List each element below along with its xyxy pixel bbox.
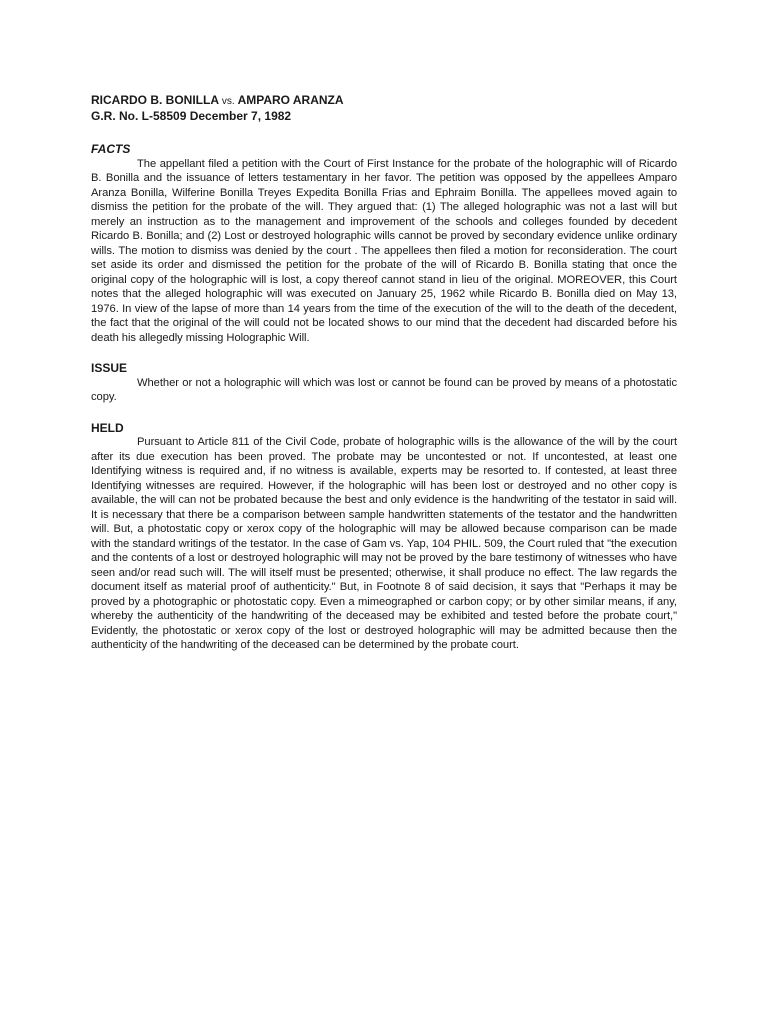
versus-label: vs. <box>221 96 235 107</box>
facts-paragraph: The appellant filed a petition with the Court of First Instance for the probate of the holographic will of Ricardo B. Bonilla and the issuance of letters testamentary in her favor. The petition was opposed by the appellees Amparo Aranza Bonilla, Wilferine Bonilla Treyes Expedita Bonilla Frias and Ephraim Bonilla. The appellees moved again to dismiss the petition for the probate of the will. They argued that: (1) The alleged holographic was not a last will but merely an instruction as to the management and improvement of the schools and colleges founded by decedent Ricardo B. Bonilla; and (2) Lost or destroyed holographic wills cannot be proved by secondary evidence unlike ordinary wills. The motion to dismiss was denied by the court . The appellees then filed a motion for reconsideration. The court set aside its order and dismissed the petition for the probate of the will of Ricardo B. Bonilla stating that once the original copy of the holographic will is lost, a copy thereof cannot stand in lieu of the original. MOREOVER, this Court notes that the alleged holographic will was executed on January 25, 1962 while Ricardo B. Bonilla died on May 13, 1976. In view of the lapse of more than 14 years from the time of the execution of the will to the death of the decedent, the fact that the original of the will could not be located shows to our mind that the decedent had discarded before his death his allegedly missing Holographic Will. <box>91 157 677 344</box>
case-title <box>91 93 677 109</box>
facts-section <box>91 142 677 345</box>
issue-heading: ISSUE <box>91 361 128 375</box>
held-paragraph: Pursuant to Article 811 of the Civil Code, probate of holographic wills is the allowance of the will by the court after its due execution has been proved. The probate may be uncontested or not. If uncontested, at least one Identifying witness is required and, if no witness is available, experts may be resorted to. If contested, at least three Identifying witnesses are required. However, if the holographic will has been lost or destroyed and no other copy is available, the will can not be probated because the best and only evidence is the handwriting of the testator in said will. It is necessary that there be a comparison between sample handwritten statements of the testator and the handwritten will. But, a photostatic copy or xerox copy of the holographic will may be allowed because comparison can be made with the standard writings of the testator. In the case of Gam vs. Yap, 104 PHIL. 509, the Court ruled that "the execution and the contents of a lost or destroyed holographic will may not be proved by the bare testimony of witnesses who have seen and/or read such will. The will itself must be presented; otherwise, it shall produce no effect. The law regards the document itself as material proof of authenticity." But, in Footnote 8 of said decision, it says that "Perhaps it may be proved by a photographic or photostatic copy. Even a mimeographed or carbon copy; or by other similar means, if any, whereby the authenticity of the handwriting of the deceased may be exhibited and tested before the probate court," Evidently, the photostatic or xerox copy of the lost or destroyed holographic will may be admitted because then the authenticity of the handwriting of the deceased can be determined by the probate court. <box>91 436 677 651</box>
facts-heading: FACTS <box>91 142 131 156</box>
held-section <box>91 421 677 653</box>
case-number: G.R. No. L-58509 December 7, 1982 <box>91 109 292 123</box>
held-heading: HELD <box>91 420 124 435</box>
respondent-name: AMPARO ARANZA <box>237 93 344 107</box>
case-header <box>91 93 677 124</box>
petitioner-name: RICARDO B. BONILLA <box>91 93 219 107</box>
issue-paragraph: Whether or not a holographic will which was lost or cannot be found can be proved by means of a photostatic copy. <box>91 376 677 403</box>
issue-section <box>91 361 677 405</box>
